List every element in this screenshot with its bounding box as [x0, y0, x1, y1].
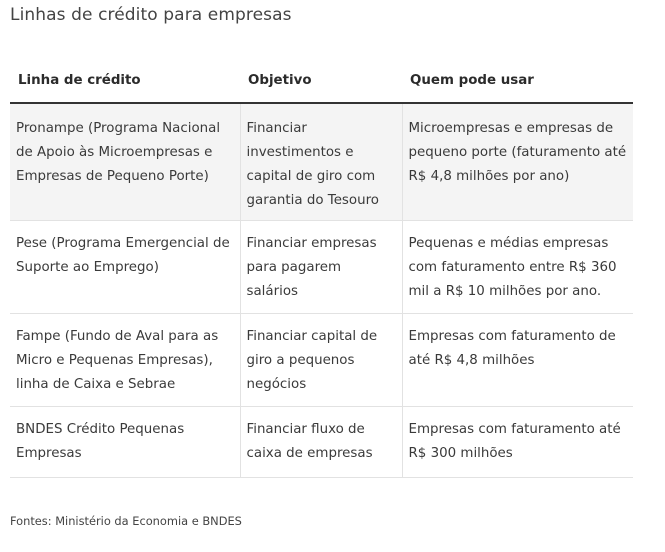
table-row — [10, 313, 633, 406]
column-header-credit-line: Linha de crédito — [10, 58, 240, 103]
table-row — [10, 220, 633, 313]
cell-who-can-use: Pequenas e médias empresas com faturamento entre R$ 360 mil a R$ 10 milhões por ano. — [402, 220, 633, 313]
cell-who-can-use: Empresas com faturamento até R$ 300 milhões — [402, 406, 633, 477]
cell-objective: Financiar empresas para pagarem salários — [240, 220, 402, 313]
cell-objective: Financiar fluxo de caixa de empresas — [240, 406, 402, 477]
page-title: Linhas de crédito para empresas — [10, 5, 292, 25]
cell-who-can-use: Microempresas e empresas de pequeno porte (faturamento até R$ 4,8 milhões por ano) — [402, 103, 633, 220]
table-row — [10, 103, 633, 220]
cell-objective: Financiar capital de giro a pequenos negócios — [240, 313, 402, 406]
column-header-who-can-use: Quem pode usar — [402, 58, 633, 103]
table-row — [10, 406, 633, 477]
column-header-objective: Objetivo — [240, 58, 402, 103]
source-note: Fontes: Ministério da Economia e BNDES — [10, 514, 242, 528]
cell-credit-line: Fampe (Fundo de Aval para as Micro e Pequenas Empresas), linha de Caixa e Sebrae — [10, 313, 240, 406]
credit-lines-table — [10, 58, 633, 478]
table-header-row — [10, 58, 633, 103]
cell-credit-line: Pronampe (Programa Nacional de Apoio às Microempresas e Empresas de Pequeno Porte) — [10, 103, 240, 220]
cell-objective: Financiar investimentos e capital de giro com garantia do Tesouro — [240, 103, 402, 220]
cell-credit-line: BNDES Crédito Pequenas Empresas — [10, 406, 240, 477]
cell-credit-line: Pese (Programa Emergencial de Suporte ao Emprego) — [10, 220, 240, 313]
cell-who-can-use: Empresas com faturamento de até R$ 4,8 milhões — [402, 313, 633, 406]
